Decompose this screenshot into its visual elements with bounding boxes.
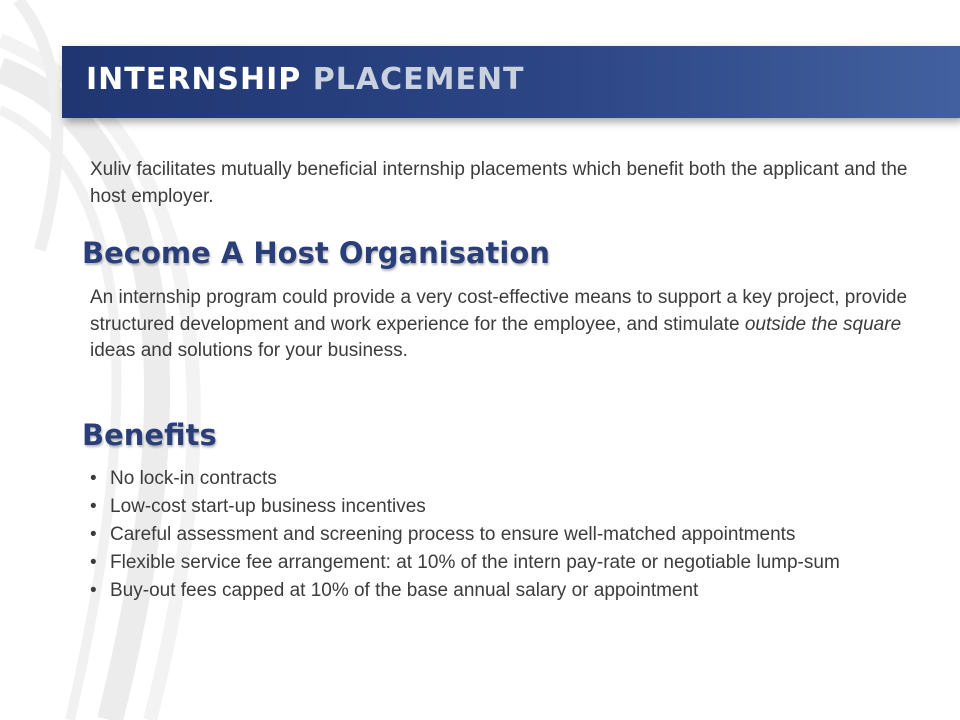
host-text-part1: An internship program could provide a very cost-effective means to support a key project, provide structured development and work experience for the employee, and stimulate [90,287,908,335]
benefit-item [90,549,920,577]
bullet-icon: • [90,524,97,545]
benefit-item-text: No lock-in contracts [110,468,277,489]
host-organisation-paragraph [90,285,920,365]
benefits-heading: Benefits [82,418,217,452]
title-word-internship: INTERNSHIP [86,62,302,97]
bullet-icon: • [90,552,97,573]
benefit-item [90,465,920,493]
host-text-italic: outside the square [744,313,902,335]
benefit-item-text: Buy-out fees capped at 10% of the base annual salary or appointment [110,580,699,601]
benefit-item [90,521,920,549]
intro-paragraph: Xuliv facilitates mutually beneficial internship placements which benefit both the applicant and the host employer. [90,159,908,207]
benefit-item [90,493,920,521]
benefit-item-text: Flexible service fee arrangement: at 10% of the intern pay-rate or negotiable lump-sum [110,552,840,573]
slide-title [86,62,525,97]
title-word-placement: PLACEMENT [312,62,525,97]
benefits-list [90,465,920,605]
host-text-part2: ideas and solutions for your business. [90,340,408,361]
bullet-icon: • [90,496,97,517]
benefit-item-text: Careful assessment and screening process to ensure well-matched appointments [110,524,796,545]
benefit-item [90,577,920,605]
bullet-icon: • [90,580,97,601]
benefit-item-text: Low-cost start-up business incentives [110,496,426,517]
bullet-icon: • [90,468,97,489]
host-organisation-heading: Become A Host Organisation [82,236,550,270]
